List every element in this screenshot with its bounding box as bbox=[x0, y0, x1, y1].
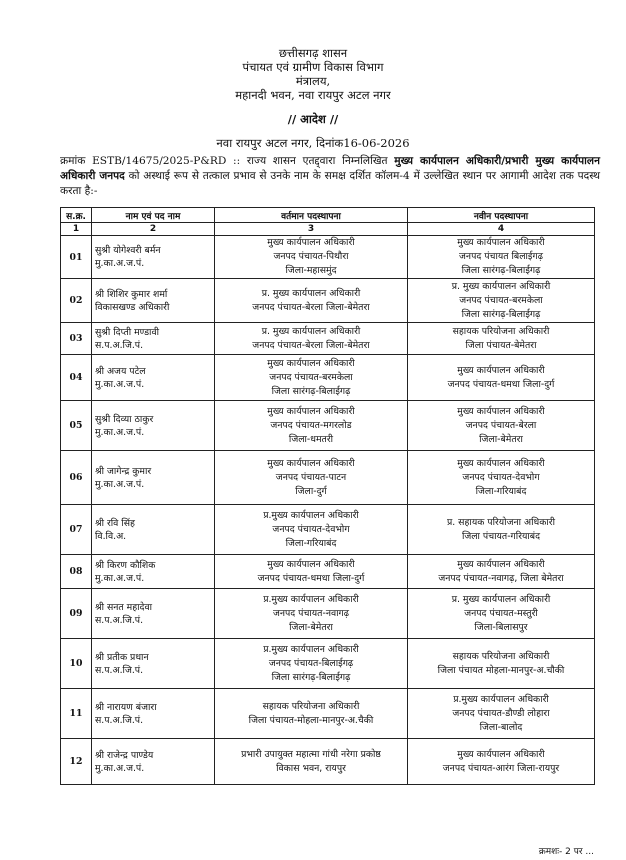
new-posting-line: जिला पंचायत-बेमेतरा bbox=[465, 339, 537, 351]
address: महानदी भवन, नवा रायपुर अटल नगर bbox=[235, 88, 391, 102]
order-heading: // आदेश // bbox=[287, 112, 339, 126]
new-posting-line: प्र. सहायक परियोजना अधिकारी bbox=[446, 516, 556, 528]
officer-name bbox=[92, 505, 215, 555]
new-posting-line: जनपद पंचायत-मस्तुरी bbox=[464, 607, 538, 619]
table-row bbox=[61, 355, 595, 401]
new-posting-line: जनपद पंचायत-नवागढ़, जिला बेमेतरा bbox=[438, 572, 564, 584]
current-posting-line: जनपद पंचायत-बेरला जिला-बेमेतरा bbox=[252, 339, 370, 351]
new-posting-line: जनपद पंचायत-बरमकेला bbox=[459, 294, 543, 306]
table-row bbox=[61, 401, 595, 451]
current-posting-line: प्र.मुख्य कार्यपालन अधिकारी bbox=[263, 509, 359, 521]
officer-name-line: मु.का.अ.ज.पं. bbox=[95, 426, 145, 438]
new-posting-line: मुख्य कार्यपालन अधिकारी bbox=[457, 405, 545, 417]
officer-name bbox=[92, 451, 215, 505]
officer-name-line: श्री राजेन्द्र पाण्डेय bbox=[95, 749, 154, 761]
current-posting-line: जनपद पंचायत-नवागढ़ bbox=[272, 607, 350, 619]
serial-number: 03 bbox=[61, 323, 92, 355]
current-posting-line: जिला सारंगढ़-बिलाईगढ़ bbox=[271, 671, 351, 683]
new-posting-line: जनपद पंचायत-बेरला bbox=[465, 419, 537, 431]
serial-number: 07 bbox=[61, 505, 92, 555]
table-row bbox=[61, 739, 595, 785]
officer-name-line: श्री अजय पटेल bbox=[95, 365, 146, 377]
column-number: 1 bbox=[61, 223, 92, 236]
new-posting-line: जनपद पंचायत बिलाईगढ़ bbox=[459, 251, 543, 262]
new-posting bbox=[408, 555, 595, 589]
officer-name-line: श्री जागेन्द्र कुमार bbox=[95, 465, 152, 477]
new-posting-line: मुख्य कार्यपालन अधिकारी bbox=[457, 457, 545, 469]
new-posting-line: मुख्य कार्यपालन अधिकारी bbox=[457, 748, 545, 760]
current-posting-line: जनपद पंचायत-बिलाईगढ़ bbox=[268, 657, 354, 669]
officer-name-line: मु.का.अ.ज.पं. bbox=[95, 258, 145, 269]
table-row bbox=[61, 505, 595, 555]
new-posting bbox=[408, 279, 595, 323]
current-posting-line: जनपद पंचायत-पाटन bbox=[275, 471, 347, 483]
officer-name-line: मु.का.अ.ज.पं. bbox=[95, 572, 145, 584]
officer-name-line: स.प.अ.जि.पं. bbox=[95, 664, 144, 676]
officer-name bbox=[92, 555, 215, 589]
current-posting bbox=[215, 451, 408, 505]
current-posting-line: जिला सारंगढ़-बिलाईगढ़ bbox=[271, 385, 351, 397]
current-posting bbox=[215, 555, 408, 589]
current-posting bbox=[215, 689, 408, 739]
officer-name-line: मु.का.अ.ज.पं. bbox=[95, 378, 145, 390]
officer-name-line: सुश्री योगेश्वरी बर्मन bbox=[95, 245, 161, 256]
column-number: 2 bbox=[92, 223, 215, 236]
new-posting-line: जनपद पंचायत-देवभोग bbox=[462, 471, 540, 483]
new-posting bbox=[408, 639, 595, 689]
table-row bbox=[61, 555, 595, 589]
current-posting-line: जिला पंचायत-मोहला-मानपुर-अ.चैकी bbox=[248, 714, 374, 726]
column-number-row bbox=[61, 223, 595, 236]
current-posting-line: प्रभारी उपायुक्त महात्मा गांधी नरेगा प्रकोष्ठ bbox=[241, 748, 381, 760]
officer-name-line: श्री नारायण बंजारा bbox=[95, 701, 157, 713]
current-posting-line: जिला-महासमुंद bbox=[285, 265, 337, 276]
header-name: नाम एवं पद नाम bbox=[92, 208, 215, 223]
officer-name-line: स.प.अ.जि.पं. bbox=[95, 339, 144, 351]
table-row bbox=[61, 589, 595, 639]
place-date: नवा रायपुर अटल नगर, दिनांक16-06-2026 bbox=[216, 136, 410, 150]
current-posting-line: जिला-धमतरी bbox=[288, 433, 334, 445]
officer-name bbox=[92, 689, 215, 739]
ministry: मंत्रालय, bbox=[295, 74, 331, 88]
current-posting-line: जनपद पंचायत-धमधा जिला-दुर्ग bbox=[257, 572, 365, 584]
current-posting-line: मुख्य कार्यपालन अधिकारी bbox=[267, 237, 355, 248]
officer-name-line: श्री किरण कौशिक bbox=[95, 559, 156, 571]
new-posting-line: जिला-बिलासपुर bbox=[474, 621, 528, 633]
new-posting bbox=[408, 401, 595, 451]
new-posting bbox=[408, 739, 595, 785]
order-paragraph bbox=[60, 154, 600, 199]
officer-name-line: स.प.अ.जि.पं. bbox=[95, 614, 144, 626]
officer-name-line: श्री सनत महादेवा bbox=[95, 601, 153, 613]
current-posting-line: जनपद पंचायत-मगरलोड bbox=[270, 419, 352, 431]
new-posting-line: मुख्य कार्यपालन अधिकारी bbox=[457, 237, 545, 248]
order-paragraph-bold: मुख्य कार्यपालन अधिकारी/प्रभारी मुख्य कार्यपालन अधिकारी जनपद bbox=[60, 155, 600, 182]
serial-number: 06 bbox=[61, 451, 92, 505]
header-serial: स.क्र. bbox=[61, 208, 92, 223]
officer-name-line: श्री प्रतीक प्रधान bbox=[95, 651, 149, 663]
new-posting-line: जिला-बालोद bbox=[479, 721, 523, 733]
officer-name bbox=[92, 589, 215, 639]
officer-name-line: सुश्री दिप्ती मण्डावी bbox=[95, 326, 160, 338]
new-posting-line: मुख्य कार्यपालन अधिकारी bbox=[457, 558, 545, 570]
table-row bbox=[61, 689, 595, 739]
officer-name bbox=[92, 739, 215, 785]
new-posting-line: मुख्य कार्यपालन अधिकारी bbox=[457, 364, 545, 376]
current-posting bbox=[215, 236, 408, 279]
table-row bbox=[61, 323, 595, 355]
current-posting-line: मुख्य कार्यपालन अधिकारी bbox=[267, 558, 355, 570]
new-posting bbox=[408, 451, 595, 505]
table-row bbox=[61, 279, 595, 323]
continued-note: क्रमशः- 2 पर ... bbox=[538, 847, 594, 857]
table-row bbox=[61, 451, 595, 505]
current-posting-line: जिला-दुर्ग bbox=[295, 485, 327, 497]
current-posting-line: जनपद पंचायत-पिथौरा bbox=[273, 251, 349, 262]
officer-name bbox=[92, 236, 215, 279]
department-name: पंचायत एवं ग्रामीण विकास विभाग bbox=[242, 60, 384, 74]
serial-number: 12 bbox=[61, 739, 92, 785]
new-posting-line: जनपद पंचायत-आरंग जिला-रायपुर bbox=[442, 762, 560, 774]
officer-name-line: सुश्री दिव्या ठाकुर bbox=[95, 413, 154, 425]
serial-number: 11 bbox=[61, 689, 92, 739]
current-posting-line: जनपद पंचायत-देवभोग bbox=[272, 523, 350, 535]
new-posting-line: प्र. मुख्य कार्यपालन अधिकारी bbox=[451, 593, 551, 605]
current-posting-line: जनपद पंचायत-बेरला जिला-बेमेतरा bbox=[252, 301, 370, 313]
current-posting-line: जनपद पंचायत-बरमकेला bbox=[269, 371, 353, 383]
new-posting-line: जनपद पंचायत-धमधा जिला-दुर्ग bbox=[447, 378, 555, 390]
current-posting bbox=[215, 323, 408, 355]
new-posting bbox=[408, 323, 595, 355]
column-number: 4 bbox=[408, 223, 595, 236]
serial-number: 05 bbox=[61, 401, 92, 451]
order-paragraph-part1: क्रमांक ESTB/14675/2025-P&RD :: राज्य शासन एतद्द्वारा निम्नलिखित bbox=[60, 155, 395, 167]
serial-number: 10 bbox=[61, 639, 92, 689]
new-posting-line: सहायक परियोजना अधिकारी bbox=[452, 650, 550, 662]
officer-name bbox=[92, 639, 215, 689]
current-posting bbox=[215, 739, 408, 785]
new-posting-line: जिला पंचायत-गरियाबंद bbox=[461, 530, 541, 542]
header-current-posting: वर्तमान पदस्थापना bbox=[215, 208, 408, 223]
officer-name-line: विकासखण्ड अधिकारी bbox=[95, 301, 170, 313]
order-paragraph-part2: को अस्थाई रूप से तत्काल प्रभाव से उनके नाम के समक्ष दर्शित कॉलम-4 में उल्लेखित स्थान पर आगामी आदेश तक पदस्थ करता है:- bbox=[60, 170, 600, 197]
current-posting bbox=[215, 505, 408, 555]
govt-name: छत्तीसगढ़ शासन bbox=[278, 46, 348, 60]
table-row bbox=[61, 236, 595, 279]
table-row bbox=[61, 639, 595, 689]
new-posting-line: जनपद पंचायत-डौण्डी लोहारा bbox=[452, 707, 550, 719]
officer-name-line: श्री शिशिर कुमार शर्मा bbox=[95, 288, 168, 300]
new-posting bbox=[408, 589, 595, 639]
serial-number: 08 bbox=[61, 555, 92, 589]
current-posting-line: सहायक परियोजना अधिकारी bbox=[262, 700, 360, 712]
current-posting-line: जिला-बेमेतरा bbox=[289, 621, 333, 633]
serial-number: 04 bbox=[61, 355, 92, 401]
serial-number: 09 bbox=[61, 589, 92, 639]
current-posting-line: विकास भवन, रायपुर bbox=[276, 762, 346, 774]
current-posting-line: जिला-गरियाबंद bbox=[285, 537, 337, 549]
officer-name bbox=[92, 401, 215, 451]
officer-name bbox=[92, 323, 215, 355]
officer-name-line: श्री रवि सिंह bbox=[95, 517, 135, 529]
serial-number: 02 bbox=[61, 279, 92, 323]
current-posting-line: प्र.मुख्य कार्यपालन अधिकारी bbox=[263, 643, 359, 655]
new-posting-line: प्र.मुख्य कार्यपालन अधिकारी bbox=[453, 693, 549, 705]
new-posting-line: जिला पंचायत मोहला-मानपुर-अ.चौकी bbox=[437, 664, 565, 676]
current-posting bbox=[215, 589, 408, 639]
header-new-posting: नवीन पदस्थापना bbox=[408, 208, 595, 223]
serial-number: 01 bbox=[61, 236, 92, 279]
new-posting-line: जिला-बेमेतरा bbox=[479, 433, 523, 445]
officer-name-line: वि.वि.अ. bbox=[95, 530, 127, 542]
current-posting bbox=[215, 279, 408, 323]
officer-name-line: मु.का.अ.ज.पं. bbox=[95, 478, 145, 490]
current-posting bbox=[215, 639, 408, 689]
new-posting bbox=[408, 689, 595, 739]
officer-name bbox=[92, 279, 215, 323]
new-posting-line: जिला सारंगढ़-बिलाईगढ़ bbox=[461, 265, 541, 276]
new-posting-line: सहायक परियोजना अधिकारी bbox=[452, 325, 550, 337]
new-posting-line: जिला-गरियाबंद bbox=[475, 485, 527, 497]
current-posting bbox=[215, 355, 408, 401]
current-posting bbox=[215, 401, 408, 451]
officer-name-line: स.प.अ.जि.पं. bbox=[95, 714, 144, 726]
new-posting-line: प्र. मुख्य कार्यपालन अधिकारी bbox=[451, 280, 551, 292]
new-posting bbox=[408, 355, 595, 401]
current-posting-line: मुख्य कार्यपालन अधिकारी bbox=[267, 405, 355, 417]
current-posting-line: मुख्य कार्यपालन अधिकारी bbox=[267, 457, 355, 469]
officer-name-line: मु.का.अ.ज.पं. bbox=[95, 762, 145, 774]
column-number: 3 bbox=[215, 223, 408, 236]
current-posting-line: प्र. मुख्य कार्यपालन अधिकारी bbox=[261, 287, 361, 299]
current-posting-line: प्र. मुख्य कार्यपालन अधिकारी bbox=[261, 325, 361, 337]
current-posting-line: प्र.मुख्य कार्यपालन अधिकारी bbox=[263, 593, 359, 605]
table-header-row bbox=[61, 208, 595, 223]
new-posting bbox=[408, 236, 595, 279]
posting-table bbox=[60, 207, 595, 785]
officer-name bbox=[92, 355, 215, 401]
new-posting-line: जिला सारंगढ़-बिलाईगढ़ bbox=[461, 308, 541, 320]
current-posting-line: मुख्य कार्यपालन अधिकारी bbox=[267, 357, 355, 369]
new-posting bbox=[408, 505, 595, 555]
